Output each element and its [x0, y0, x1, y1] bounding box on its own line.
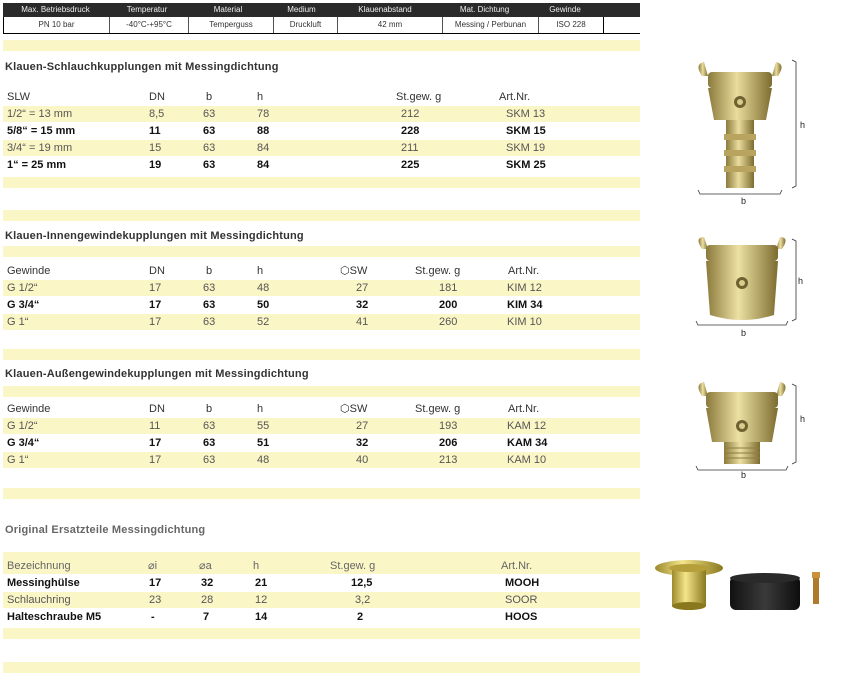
table-row — [3, 106, 640, 122]
cell-dn: 11 — [149, 125, 161, 137]
cell-slw: 3/4“ = 19 mm — [7, 142, 73, 154]
cell-weight: 181 — [439, 282, 458, 294]
cell-dn: 17 — [149, 437, 162, 449]
cell-h: 84 — [257, 159, 270, 171]
table-header-row — [3, 401, 640, 417]
table-header-row — [3, 89, 640, 105]
col-dn: DN — [149, 403, 165, 415]
col-b: b — [206, 265, 213, 277]
col-h: h — [257, 91, 264, 103]
table-row — [3, 575, 640, 591]
spec-header-material: Material — [213, 5, 243, 14]
cell-weight: 12,5 — [351, 577, 373, 589]
cell-art-nr: KAM 12 — [507, 420, 547, 432]
spec-header-seal: Mat. Dichtung — [459, 5, 510, 14]
cell-dn: 17 — [149, 316, 162, 328]
cell-thread: G 1“ — [7, 454, 29, 466]
cell-thread: G 3/4“ — [7, 437, 40, 449]
cell-weight: 2 — [357, 611, 364, 623]
dim-b-label: b — [741, 196, 747, 206]
cell-designation: Halteschraube M5 — [7, 611, 102, 623]
table-header-row — [3, 263, 640, 279]
table-row — [3, 314, 640, 330]
col-h: h — [257, 265, 264, 277]
table-row — [3, 418, 640, 434]
cell-h: 48 — [257, 282, 270, 294]
cell-weight: 260 — [439, 316, 458, 328]
cell-inner: - — [151, 611, 155, 623]
cell-art-nr: KIM 12 — [507, 282, 542, 294]
table-row — [3, 280, 640, 296]
cell-sw: 41 — [356, 316, 369, 328]
hexagon-icon: ⬡ — [340, 403, 350, 415]
col-h: h — [257, 403, 264, 415]
stripe — [3, 246, 640, 257]
cell-weight: 225 — [401, 159, 420, 171]
col-weight: St.gew. g — [330, 560, 376, 572]
cell-weight: 193 — [439, 420, 458, 432]
spec-value-claw-distance: 42 mm — [337, 17, 442, 33]
cell-outer: 28 — [201, 594, 214, 606]
cell-thread: G 1“ — [7, 316, 29, 328]
cell-b: 63 — [203, 316, 216, 328]
cell-b: 63 — [203, 282, 216, 294]
cell-h: 55 — [257, 420, 270, 432]
cell-sw: 40 — [356, 454, 369, 466]
cell-weight: 212 — [401, 108, 420, 120]
cell-b: 63 — [203, 159, 216, 171]
cell-sw: 27 — [356, 282, 369, 294]
col-b: b — [206, 403, 213, 415]
spec-value-pressure: PN 10 bar — [3, 17, 109, 33]
hose-coupling-image — [680, 58, 830, 213]
cell-dn: 17 — [149, 299, 162, 311]
stripe — [3, 210, 640, 221]
table-row — [3, 140, 640, 156]
cell-dn: 11 — [149, 420, 161, 432]
cell-thread: G 1/2“ — [7, 420, 38, 432]
cell-h: 12 — [255, 594, 268, 606]
col-art-nr: Art.Nr. — [499, 91, 531, 103]
stripe — [3, 386, 640, 397]
col-art-nr: Art.Nr. — [508, 265, 540, 277]
cell-art-nr: SOOR — [505, 594, 538, 606]
cell-h: 50 — [257, 299, 270, 311]
hexagon-icon: ⬡ — [340, 265, 350, 277]
col-thread: Gewinde — [7, 265, 51, 277]
stripe — [3, 628, 640, 639]
col-sw — [340, 263, 367, 279]
table-row — [3, 592, 640, 608]
cell-art-nr: SKM 19 — [506, 142, 546, 154]
stripe — [3, 177, 640, 188]
cell-thread: G 3/4“ — [7, 299, 40, 311]
cell-art-nr: KIM 10 — [507, 316, 542, 328]
table-row — [3, 123, 640, 139]
cell-weight: 3,2 — [355, 594, 371, 606]
cell-art-nr: SKM 15 — [506, 125, 546, 137]
section-title-female-thread-couplings: Klauen-Innengewindekupplungen mit Messingdichtung — [5, 230, 304, 242]
col-h: h — [253, 560, 260, 572]
cell-b: 63 — [203, 108, 216, 120]
col-dn: DN — [149, 91, 165, 103]
spec-header-claw-distance: Klauenabstand — [358, 5, 412, 14]
col-weight: St.gew. g — [396, 91, 442, 103]
diameter-icon: ⌀ — [148, 560, 155, 572]
col-weight: St.gew. g — [415, 403, 461, 415]
dim-h-label: h — [800, 120, 806, 130]
cell-art-nr: KAM 10 — [507, 454, 547, 466]
cell-dn: 17 — [149, 282, 162, 294]
cell-art-nr: HOOS — [505, 611, 538, 623]
spec-value-seal: Messing / Perbunan — [442, 17, 538, 33]
table-row — [3, 297, 640, 313]
cell-thread: G 1/2“ — [7, 282, 38, 294]
cell-sw: 27 — [356, 420, 369, 432]
cell-h: 84 — [257, 142, 270, 154]
cell-b: 63 — [203, 299, 216, 311]
table-row — [3, 157, 640, 173]
stripe — [3, 40, 640, 51]
cell-sw: 32 — [356, 299, 369, 311]
stripe — [3, 349, 640, 360]
spec-value-material: Temperguss — [188, 17, 273, 33]
table-row — [3, 452, 640, 468]
col-outer-diameter — [199, 558, 212, 574]
cell-art-nr: KIM 34 — [507, 299, 543, 311]
cell-slw: 1/2“ = 13 mm — [7, 108, 73, 120]
cell-designation: Schlauchring — [7, 594, 71, 606]
spec-value-row — [3, 17, 640, 34]
col-slw: SLW — [7, 91, 31, 103]
cell-art-nr: SKM 25 — [506, 159, 546, 171]
col-outer-label: a — [205, 560, 212, 572]
cell-b: 63 — [203, 454, 216, 466]
col-art-nr: Art.Nr. — [501, 560, 533, 572]
diameter-icon: ⌀ — [199, 560, 206, 572]
dim-h-label: h — [800, 414, 806, 424]
cell-art-nr: KAM 34 — [507, 437, 548, 449]
cell-b: 63 — [203, 420, 216, 432]
cell-h: 52 — [257, 316, 270, 328]
spare-parts-image — [652, 556, 832, 616]
cell-outer: 7 — [203, 611, 210, 623]
cell-slw: 1“ = 25 mm — [7, 159, 67, 171]
cell-h: 88 — [257, 125, 270, 137]
cell-weight: 213 — [439, 454, 458, 466]
dim-b-label: b — [741, 470, 747, 480]
col-dn: DN — [149, 265, 165, 277]
cell-h: 48 — [257, 454, 270, 466]
cell-inner: 23 — [149, 594, 162, 606]
table-header-row — [3, 558, 640, 574]
cell-designation: Messinghülse — [7, 577, 80, 589]
cell-b: 63 — [203, 125, 216, 137]
cell-h: 21 — [255, 577, 268, 589]
section-title-hose-couplings: Klauen-Schlauchkupplungen mit Messingdichtung — [5, 61, 279, 73]
cell-weight: 228 — [401, 125, 420, 137]
cell-art-nr: SKM 13 — [506, 108, 546, 120]
stripe — [3, 662, 640, 673]
col-thread: Gewinde — [7, 403, 51, 415]
col-inner-label: i — [154, 560, 158, 572]
male-thread-coupling-image — [692, 380, 812, 475]
spec-header-temperature: Temperatur — [126, 5, 168, 14]
section-title-male-thread-couplings: Klauen-Außengewindekupplungen mit Messingdichtung — [5, 368, 309, 380]
dim-h-label: h — [798, 276, 804, 286]
cell-sw: 32 — [356, 437, 369, 449]
spec-header-row — [3, 3, 640, 17]
cell-h: 51 — [257, 437, 270, 449]
stripe — [3, 488, 640, 499]
spec-value-thread: ISO 228 — [538, 17, 604, 33]
cell-weight: 200 — [439, 299, 458, 311]
spec-value-medium: Druckluft — [273, 17, 337, 33]
col-art-nr: Art.Nr. — [508, 403, 540, 415]
cell-dn: 15 — [149, 142, 162, 154]
col-designation: Bezeichnung — [7, 560, 71, 572]
cell-b: 63 — [203, 437, 216, 449]
cell-h: 14 — [255, 611, 268, 623]
table-row — [3, 609, 640, 625]
cell-weight: 211 — [401, 142, 419, 154]
table-row — [3, 435, 640, 451]
col-weight: St.gew. g — [415, 265, 461, 277]
cell-b: 63 — [203, 142, 216, 154]
cell-h: 78 — [257, 108, 270, 120]
section-title-spare-parts: Original Ersatzteile Messingdichtung — [5, 524, 206, 536]
col-inner-diameter — [148, 558, 157, 574]
cell-dn: 8,5 — [149, 108, 165, 120]
cell-outer: 32 — [201, 577, 214, 589]
cell-weight: 206 — [439, 437, 458, 449]
dim-b-label: b — [741, 328, 747, 338]
cell-inner: 17 — [149, 577, 162, 589]
spec-header-medium: Medium — [287, 5, 316, 14]
col-sw-label: SW — [349, 265, 368, 277]
spec-header-thread: Gewinde — [549, 5, 581, 14]
col-sw — [340, 401, 367, 417]
col-b: b — [206, 91, 213, 103]
spec-value-temperature: -40°C-+95°C — [109, 17, 188, 33]
cell-slw: 5/8“ = 15 mm — [7, 125, 76, 137]
spec-header-pressure: Max. Betriebsdruck — [21, 5, 90, 14]
col-sw-label: SW — [349, 403, 368, 415]
spec-table — [3, 3, 640, 34]
female-thread-coupling-image — [688, 235, 808, 330]
cell-dn: 17 — [149, 454, 162, 466]
cell-art-nr: MOOH — [505, 577, 540, 589]
cell-dn: 19 — [149, 159, 162, 171]
